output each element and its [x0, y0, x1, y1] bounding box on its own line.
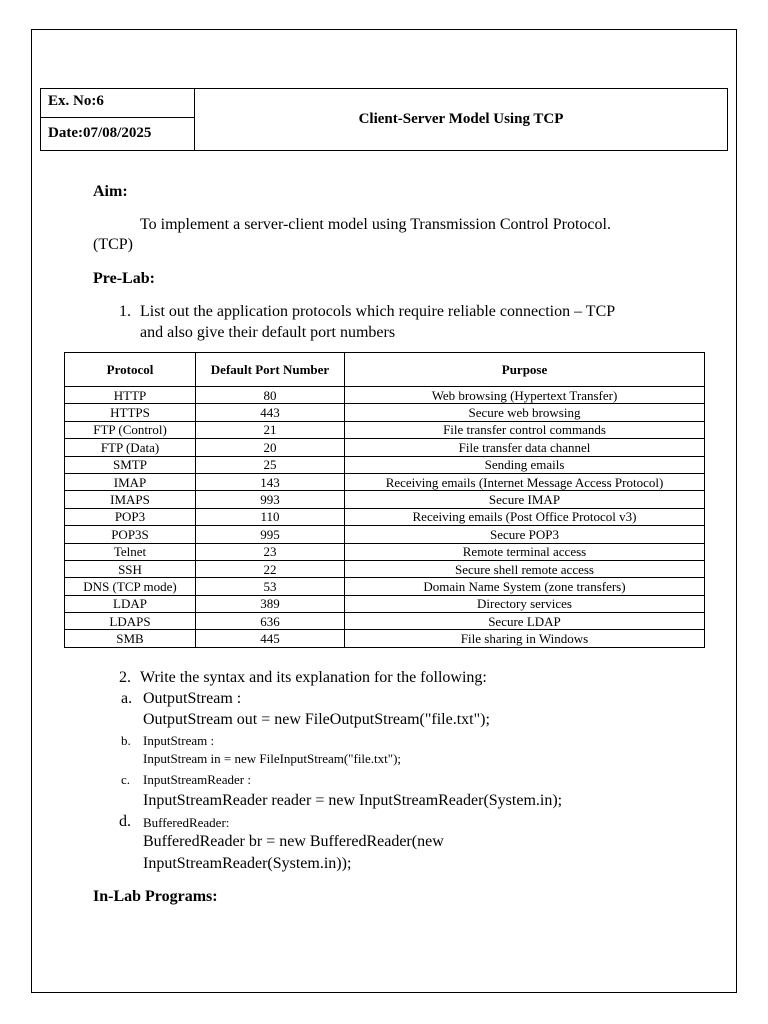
protocol-table [64, 352, 705, 648]
inlab-heading: In-Lab Programs: [93, 888, 218, 905]
table-row [65, 404, 705, 421]
question-1-line1: List out the application protocols which require reliable connection – TCP [140, 303, 616, 320]
aim-heading: Aim: [93, 183, 128, 200]
question-2-text: Write the syntax and its explanation for the following: [140, 669, 487, 686]
column-header-port: Default Port Number [196, 353, 345, 387]
port-cell: 143 [196, 473, 345, 490]
protocol-cell: IMAP [65, 473, 196, 490]
table-row [65, 387, 705, 404]
port-cell: 445 [196, 630, 345, 647]
protocol-cell: LDAPS [65, 613, 196, 630]
exercise-number: Ex. No:6 [41, 89, 194, 118]
question-1-number: 1. [119, 303, 131, 320]
document-title: Client-Server Model Using TCP [358, 111, 564, 127]
table-row [65, 508, 705, 525]
port-cell: 53 [196, 578, 345, 595]
item-b-name: InputStream : [143, 733, 215, 748]
port-cell: 636 [196, 613, 345, 630]
protocol-cell: POP3S [65, 526, 196, 543]
port-cell: 389 [196, 595, 345, 612]
exercise-date: Date:07/08/2025 [48, 125, 152, 141]
item-d-code-line2: InputStreamReader(System.in)); [143, 855, 352, 872]
table-row [65, 473, 705, 490]
table-row [65, 543, 705, 560]
header-left-column [41, 89, 195, 150]
purpose-cell: Secure POP3 [345, 526, 705, 543]
purpose-cell: Web browsing (Hypertext Transfer) [345, 387, 705, 404]
protocol-cell: POP3 [65, 508, 196, 525]
purpose-cell: File transfer data channel [345, 439, 705, 456]
port-cell: 20 [196, 439, 345, 456]
purpose-cell: File transfer control commands [345, 421, 705, 438]
port-cell: 25 [196, 456, 345, 473]
question-2-number: 2. [119, 669, 131, 686]
port-cell: 443 [196, 404, 345, 421]
item-d-letter: d. [119, 813, 131, 830]
column-header-purpose: Purpose [345, 353, 705, 387]
item-d-name: BufferedReader: [143, 815, 230, 830]
protocol-cell: SMB [65, 630, 196, 647]
protocol-cell: Telnet [65, 543, 196, 560]
port-cell: 22 [196, 560, 345, 577]
table-row [65, 421, 705, 438]
protocol-cell: FTP (Control) [65, 421, 196, 438]
table-row [65, 439, 705, 456]
protocol-cell: SMTP [65, 456, 196, 473]
port-cell: 23 [196, 543, 345, 560]
item-a-name: OutputStream : [143, 690, 242, 707]
protocol-cell: HTTPS [65, 404, 196, 421]
item-d-code-line1: BufferedReader br = new BufferedReader(new [143, 833, 444, 850]
purpose-cell: Directory services [345, 595, 705, 612]
purpose-cell: File sharing in Windows [345, 630, 705, 647]
port-cell: 995 [196, 526, 345, 543]
purpose-cell: Sending emails [345, 456, 705, 473]
column-header-protocol: Protocol [65, 353, 196, 387]
port-cell: 993 [196, 491, 345, 508]
table-row [65, 456, 705, 473]
table-row [65, 491, 705, 508]
table-row [65, 630, 705, 647]
purpose-cell: Receiving emails (Internet Message Access Protocol) [345, 473, 705, 490]
protocol-cell: LDAP [65, 595, 196, 612]
header-table [40, 88, 728, 151]
item-a-code: OutputStream out = new FileOutputStream("file.txt"); [143, 711, 490, 728]
table-header-row [65, 353, 705, 387]
item-c-name: InputStreamReader : [143, 772, 251, 787]
purpose-cell: Secure web browsing [345, 404, 705, 421]
table-row [65, 613, 705, 630]
port-cell: 21 [196, 421, 345, 438]
table-row [65, 578, 705, 595]
port-cell: 80 [196, 387, 345, 404]
protocol-cell: DNS (TCP mode) [65, 578, 196, 595]
port-cell: 110 [196, 508, 345, 525]
item-b-code: InputStream in = new FileInputStream("file.txt"); [143, 751, 402, 766]
aim-text-line1: To implement a server-client model using Transmission Control Protocol. [140, 216, 611, 233]
protocol-cell: FTP (Data) [65, 439, 196, 456]
prelab-heading: Pre-Lab: [93, 270, 155, 287]
purpose-cell: Secure shell remote access [345, 560, 705, 577]
item-c-letter: c. [121, 772, 131, 787]
table-row [65, 560, 705, 577]
protocol-cell: HTTP [65, 387, 196, 404]
item-b-letter: b. [121, 733, 131, 748]
purpose-cell: Domain Name System (zone transfers) [345, 578, 705, 595]
table-row [65, 595, 705, 612]
purpose-cell: Remote terminal access [345, 543, 705, 560]
purpose-cell: Secure LDAP [345, 613, 705, 630]
aim-text-line2: (TCP) [93, 236, 133, 253]
purpose-cell: Receiving emails (Post Office Protocol v3) [345, 508, 705, 525]
item-c-code: InputStreamReader reader = new InputStreamReader(System.in); [143, 792, 563, 809]
table-row [65, 526, 705, 543]
protocol-cell: SSH [65, 560, 196, 577]
item-a-letter: a. [121, 690, 133, 707]
question-1-line2: and also give their default port numbers [140, 324, 396, 341]
purpose-cell: Secure IMAP [345, 491, 705, 508]
protocol-cell: IMAPS [65, 491, 196, 508]
